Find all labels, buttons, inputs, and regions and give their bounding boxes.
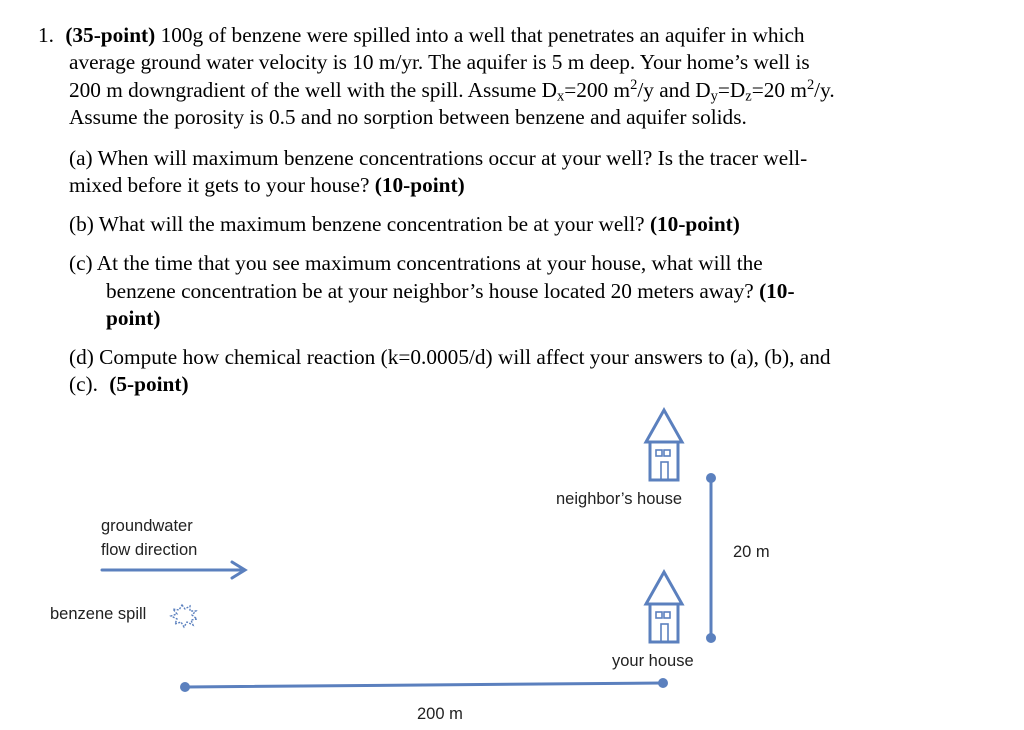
problem-text-1: 100g of benzene were spilled into a well that penetrates an aquifer in which xyxy=(160,23,805,47)
part-a-line-1: (a) When will maximum benzene concentrations occur at your well? Is the tracer well- xyxy=(69,146,808,170)
flow-label-line-1: groundwater xyxy=(101,517,193,535)
problem-line-3: 200 m downgradient of the well with the spill. Assume $D_x=200$ $m^2/y$ and $D_y=D_z=20$ $m^2/y$. xyxy=(69,77,835,105)
problem-number: 1. xyxy=(38,23,54,47)
neighbor-house-icon xyxy=(646,410,682,480)
part-b-points: (10-point) xyxy=(649,212,740,236)
flow-label-line-2: flow direction xyxy=(101,541,198,559)
distance-label-200m: 200 m xyxy=(417,705,463,723)
part-c-line-2: benzene concentration be at your neighbor’s house located 20 meters away? (10- xyxy=(106,279,795,303)
part-c-line-1: (c) At the time that you see maximum concentrations at your house, what will the xyxy=(69,251,763,275)
part-d-line-1: (d) Compute how chemical reaction (k=0.0005/d) will affect your answers to (a), (b), and xyxy=(69,345,831,369)
part-d-points: (5-point) xyxy=(109,372,189,396)
distance-endpoint-house xyxy=(658,678,668,688)
distance-endpoint-neighbor xyxy=(706,473,716,483)
distance-label-20m: 20 m xyxy=(733,543,770,561)
part-d-line-2: (c). (5-point) xyxy=(69,372,189,396)
part-c-points-a: (10- xyxy=(759,279,795,303)
problem-line-4: Assume the porosity is 0.5 and no sorption between benzene and aquifer solids. xyxy=(69,105,747,129)
problem-points: (35-point) xyxy=(65,23,156,47)
neighbor-house-label: neighbor’s house xyxy=(556,490,682,508)
your-house-icon xyxy=(646,572,682,642)
distance-endpoint-spill xyxy=(180,682,190,692)
distance-line-200m xyxy=(185,683,663,687)
part-a-points: (10-point) xyxy=(374,173,465,197)
part-c-points-b: point) xyxy=(106,306,161,330)
spill-burst-icon xyxy=(171,605,197,627)
part-b-line-1: (b) What will the maximum benzene concentration be at your well? (10-point) xyxy=(69,212,740,236)
part-a-line-2: mixed before it gets to your house? (10-point) xyxy=(69,173,465,197)
problem-line-2: average ground water velocity is 10 m/yr. The aquifer is 5 m deep. Your home’s well is xyxy=(69,50,810,74)
distance-endpoint-house-vertical xyxy=(706,633,716,643)
spill-label: benzene spill xyxy=(50,605,147,623)
your-house-label: your house xyxy=(612,652,694,670)
